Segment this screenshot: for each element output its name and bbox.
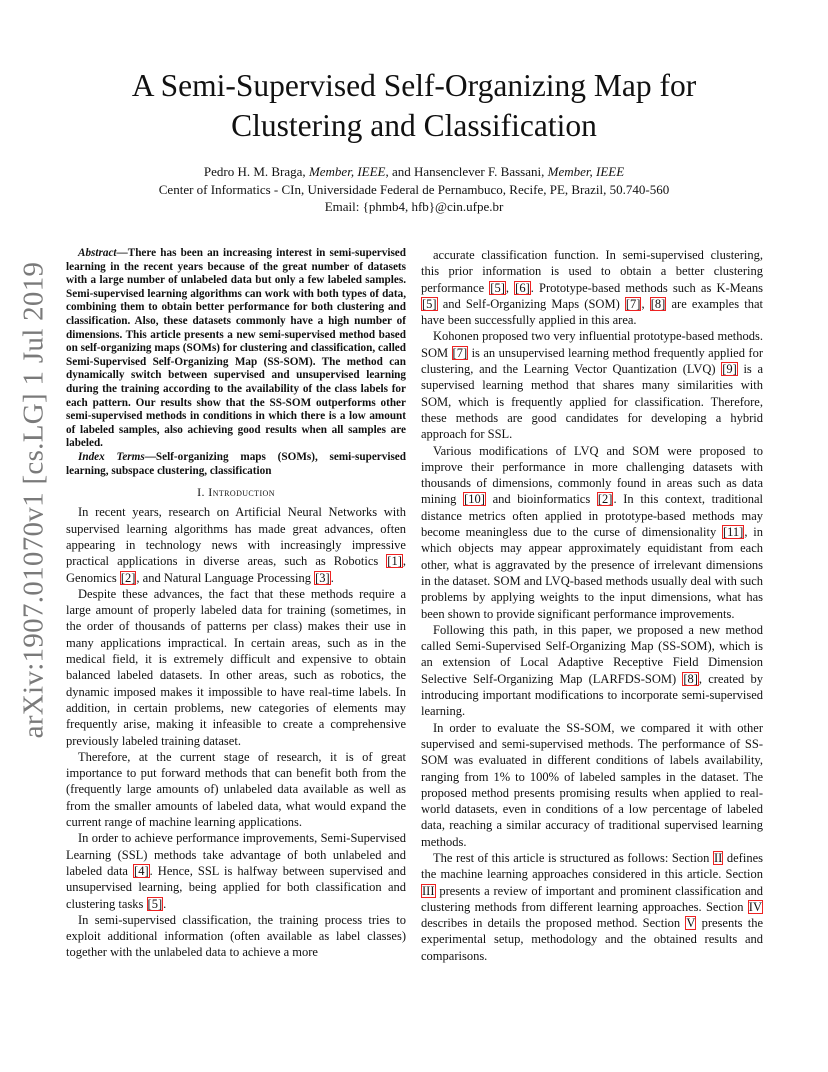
citation-link[interactable]: [5]: [490, 280, 505, 295]
abstract-text: —There has been an increasing interest in semi-supervised learning in the recent years because of the great number of datasets with a large number of unlabeled data but only a few labeled samples. Semi-supervised learning algorithms can work with both types of data, combining them to obtain better performance for both clustering and classification. Also, these datasets commonly have a high number of dimensions. This article presents a new semi-supervised method based on self-organizing maps (SOMs) for clustering and classification, called Semi-Supervised Self-Organizing Map (SS-SOM). The method can dynamically switch between supervised and unsupervised learning during the training according to the availability of the class labels for each pattern. Our results show that the SS-SOM outperforms other semi-supervised methods in conditions in which there is a low amount of labeled samples, also achieving good results when all samples are labeled.: [66, 247, 406, 450]
author-2-membership: Member, IEEE: [547, 164, 625, 179]
right-column: [421, 247, 763, 964]
paragraph: In order to achieve performance improvements, Semi-Supervised Learning (SSL) methods take advantage of both unlabeled and labeled data [4]. Hence, SSL is halfway between supervised and unsupervised learning, being applied for both classification and clustering tasks [5].: [66, 831, 406, 911]
paragraph: In semi-supervised classification, the training process tries to exploit additional information (often available as label classes) together with the unlabeled data to achieve a more: [66, 912, 406, 960]
arxiv-identifier: arXiv:1907.01070v1 [cs.LG] 1 Jul 2019: [17, 261, 50, 739]
citation-link[interactable]: [1]: [387, 554, 402, 569]
index-terms-label: Index Terms: [78, 450, 145, 463]
abstract: [66, 247, 406, 451]
paper-title: [0, 66, 828, 146]
author-block: [0, 163, 828, 216]
citation-link[interactable]: [2]: [597, 492, 613, 507]
index-terms-text: —Self-organizing maps (SOMs), semi-supervised learning, subspace clustering, classification: [66, 450, 406, 477]
citation-link[interactable]: [5]: [422, 296, 437, 311]
citation-link[interactable]: [9]: [722, 362, 737, 377]
author-2: , and Hansenclever F. Bassani,: [385, 164, 548, 179]
author-1-membership: Member, IEEE: [308, 164, 386, 179]
paragraph: Kohonen proposed two very influential prototype-based methods. SOM [7] is an unsupervised learning method frequently applied for clustering, and the Learning Vector Quantization (LVQ) [9] is a supervised learning method that shares many similarities with SOM, which is frequently applied for classification. Therefore, these methods are good candidates for developing a hybrid approach for SSL.: [421, 329, 764, 442]
paragraph: The rest of this article is structured as follows: Section II defines the machine learning approaches considered in this article. Section III presents a review of important and prominent classification and clustering methods from different learning approaches. Section IV describes in details the proposed method. Section V presents the experimental setup, methodology and the obtained results and comparisons.: [421, 850, 763, 963]
paragraph: accurate classification function. In semi-supervised clustering, this prior information is used to obtain a better clustering performance [5], [6]. Prototype-based methods such as K-Means [5] and Self-Organizing Maps (SOM) [7], [8] are examples that have been successfully applied in this area.: [421, 248, 764, 328]
citation-link[interactable]: [7]: [625, 296, 641, 311]
citation-link[interactable]: [7]: [452, 345, 468, 360]
section-link[interactable]: II: [714, 850, 723, 865]
author-1: Pedro H. M. Braga,: [203, 164, 309, 179]
title-line-2: Clustering and Classification: [231, 108, 597, 143]
title-line-1: A Semi-Supervised Self-Organizing Map for: [131, 68, 697, 103]
citation-link[interactable]: [5]: [147, 896, 163, 911]
citation-link[interactable]: [4]: [134, 863, 149, 878]
email: Email: {phmb4, hfb}@cin.ufpe.br: [324, 199, 504, 214]
paragraph: In order to evaluate the SS-SOM, we compared it with other supervised and semi-supervised methods. The performance of SS-SOM was evaluated in different conditions of labels availability, ranging from 1% to 100% of labeled samples in the dataset. The proposed method presents promising results when applied to real-world datasets, even in conditions of a low percentage of labeled data, reaching a similar accuracy of traditional supervised learning methods.: [421, 720, 763, 849]
left-column: [66, 247, 406, 961]
paragraph: Despite these advances, the fact that these methods require a large amount of properly labeled data for training (sometimes, in the order of thousands of patterns per class) makes their use in many applications impractical. In certain areas, such as in the medical field, it is extremely difficult and expensive to obtain balanced labeled datasets. In other areas, such as robotics, the dynamic imposed makes it impossible to have real-time labels. In addition, in certain problems, new categories of elements may frequently arise, making it infeasible to create a comprehensive previously labeled training dataset.: [66, 586, 406, 748]
affiliation: Center of Informatics - CIn, Universidade Federal de Pernambuco, Recife, PE, Brazil, 50.740-560: [158, 181, 670, 197]
section-link[interactable]: V: [686, 916, 696, 931]
citation-link[interactable]: [11]: [722, 525, 744, 540]
section-link[interactable]: IV: [748, 899, 762, 914]
paragraph: Following this path, in this paper, we proposed a new method called Semi-Supervised Self-Organizing Map (SS-SOM), which is an extension of Local Adaptive Receptive Field Dimension Selective Self-Organizing Map (LARFDS-SOM) [8], created by introducing important modifications to incorporate semi-supervised learning.: [421, 622, 763, 719]
paragraph: In recent years, research on Artificial Neural Networks with supervised learning algorithms has made great advances, often appearing in technology news with increasingly impressive practical applications in diverse areas, such as Robotics [1], Genomics [2], and Natural Language Processing [3].: [66, 505, 406, 585]
abstract-label: Abstract: [78, 247, 117, 259]
author-names: [0, 163, 828, 181]
paragraph: Therefore, at the current stage of research, it is of great importance to put forward methods that can benefit both from the (frequently large amounts of) unlabeled data available as well as from the smaller amounts of labeled data, what would expand the current range of machine learning applications.: [66, 749, 406, 830]
arxiv-side-stamp: [14, 261, 54, 739]
citation-link[interactable]: [10]: [464, 492, 485, 507]
section-heading: I. Introduction: [197, 485, 275, 500]
citation-link[interactable]: [3]: [315, 570, 330, 585]
index-terms: [66, 451, 406, 478]
citation-link[interactable]: [6]: [515, 280, 530, 295]
section-link[interactable]: III: [422, 883, 435, 898]
citation-link[interactable]: [8]: [683, 671, 698, 686]
paragraph: Various modifications of LVQ and SOM were proposed to improve their performance in more challenging datasets with thousands of dimensions, commonly found in areas such as data mining [10] and bioinformatics [2]. In this context, traditional distance metrics often applied in prototype-based methods may become meaningless due to the curse of dimensionality [11], in which objects may appear approximately equidistant from each other, what is aggravated by the presence of irrelevant dimensions in the dataset. SOM and LVQ-based methods usually deal with such problems by applying weights to the input dimensions, what has been shown to provide significant performance improvements.: [421, 443, 764, 621]
citation-link[interactable]: [8]: [650, 296, 666, 311]
citation-link[interactable]: [2]: [120, 570, 136, 585]
